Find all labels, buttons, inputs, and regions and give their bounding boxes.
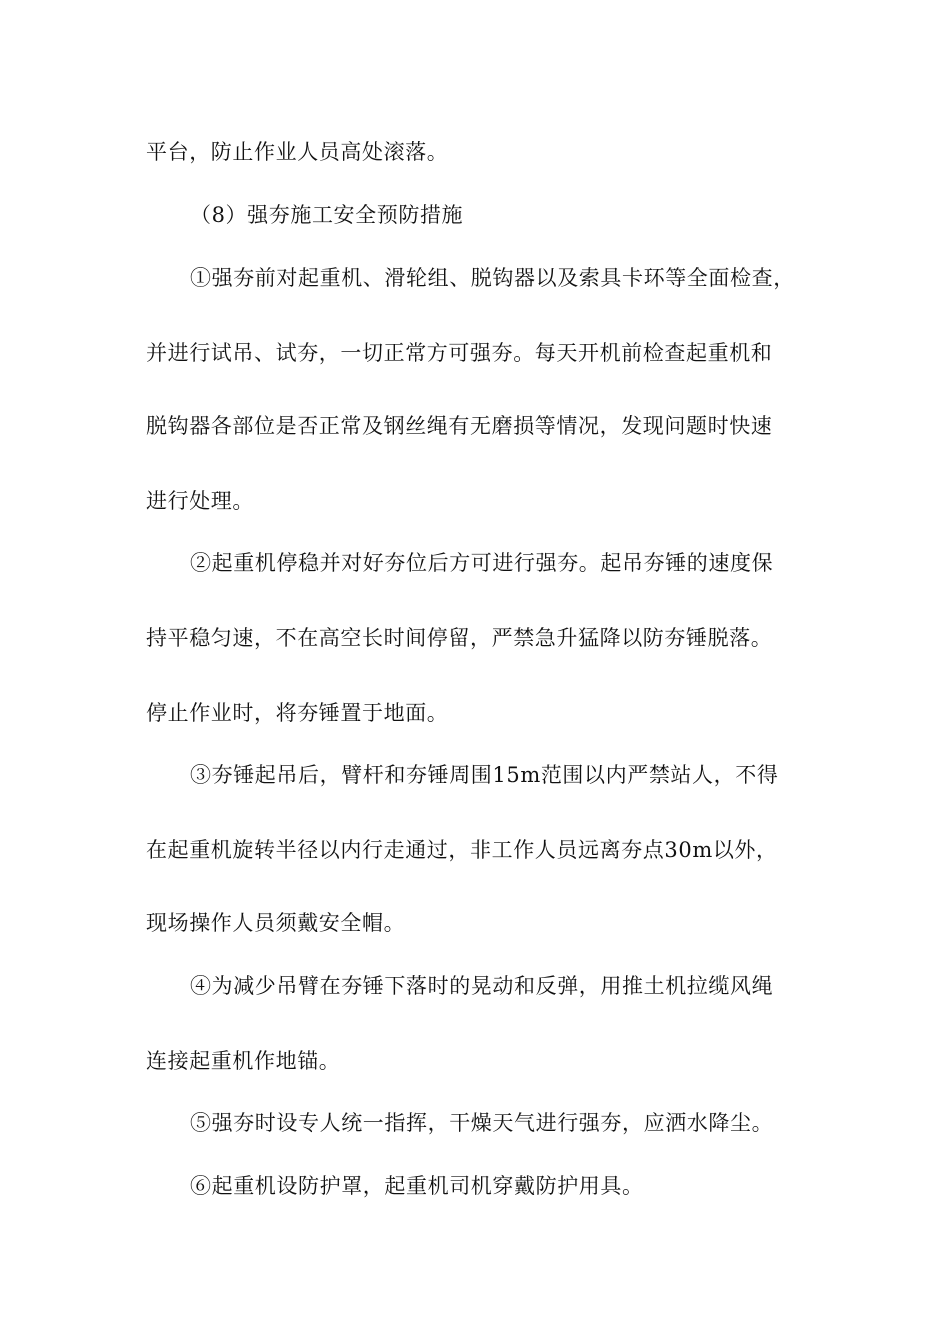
paragraph-line: 并进行试吊、试夯，一切正常方可强夯。每天开机前检查起重机和 bbox=[146, 341, 773, 365]
paragraph-line: ①强夯前对起重机、滑轮组、脱钩器以及索具卡环等全面检查， bbox=[190, 266, 795, 290]
paragraph-line: 在起重机旋转半径以内行走通过，非工作人员远离夯点30m以外， bbox=[146, 838, 778, 862]
paragraph-line: ⑤强夯时设专人统一指挥，干燥天气进行强夯，应洒水降尘。 bbox=[190, 1111, 774, 1135]
paragraph-line: 持平稳匀速，不在高空长时间停留，严禁急升猛降以防夯锤脱落。 bbox=[146, 626, 773, 650]
paragraph-line: 脱钩器各部位是否正常及钢丝绳有无磨损等情况，发现问题时快速 bbox=[146, 414, 773, 438]
paragraph-line: 连接起重机作地锚。 bbox=[146, 1049, 341, 1073]
paragraph-line: ④为减少吊臂在夯锤下落时的晃动和反弹，用推土机拉缆风绳 bbox=[190, 974, 774, 998]
section-heading: （8）强夯施工安全预防措施 bbox=[190, 203, 464, 227]
paragraph-line: 现场操作人员须戴安全帽。 bbox=[146, 911, 406, 935]
paragraph-line: ⑥起重机设防护罩，起重机司机穿戴防护用具。 bbox=[190, 1174, 644, 1198]
paragraph-line: ②起重机停稳并对好夯位后方可进行强夯。起吊夯锤的速度保 bbox=[190, 551, 774, 575]
paragraph-line: 停止作业时，将夯锤置于地面。 bbox=[146, 701, 449, 725]
paragraph-line: 进行处理。 bbox=[146, 489, 254, 513]
paragraph-line: 平台，防止作业人员高处滚落。 bbox=[146, 140, 449, 164]
paragraph-line: ③夯锤起吊后，臂杆和夯锤周围15m范围以内严禁站人，不得 bbox=[190, 763, 779, 787]
